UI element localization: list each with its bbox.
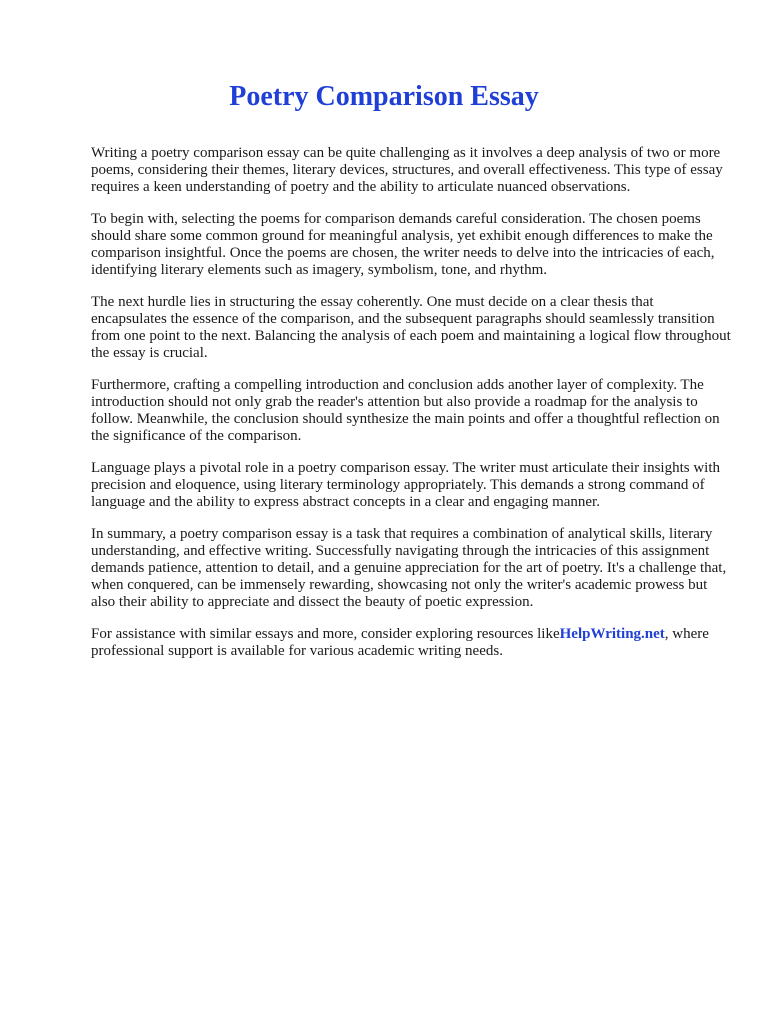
closing-text-before: For assistance with similar essays and more, consider exploring resources like bbox=[91, 626, 560, 642]
helpwriting-link[interactable]: HelpWriting.net bbox=[559, 626, 665, 642]
paragraph-intro-conclusion: Furthermore, crafting a compelling introduction and conclusion adds another layer of complexity. The introduction should not only grab the reader's attention but also provide a roadmap for the analysis to follow. Meanwhile, the conclusion should synthesize the main points and offer a thoughtful reflection on the significance of the comparison. bbox=[91, 377, 720, 444]
page-title: Poetry Comparison Essay bbox=[229, 81, 539, 112]
paragraph-language: Language plays a pivotal role in a poetry comparison essay. The writer must articulate their insights with precision and eloquence, using literary terminology appropriately. This demands a strong command of language and the ability to express abstract concepts in a clear and engaging manner. bbox=[91, 460, 720, 510]
paragraph-selection: To begin with, selecting the poems for comparison demands careful consideration. The chosen poems should share some common ground for meaningful analysis, yet exhibit enough differences to make the comparison insightful. Once the poems are chosen, the writer needs to delve into the intricacies of each, identifying literary elements such as imagery, symbolism, tone, and rhythm. bbox=[91, 211, 715, 278]
paragraph-closing bbox=[91, 626, 731, 660]
closing-text-after: , where professional support is available for various academic writing needs. bbox=[91, 626, 709, 659]
paragraph-intro: Writing a poetry comparison essay can be quite challenging as it involves a deep analysis of two or more poems, considering their themes, literary devices, structures, and overall effectiveness. This type of essay requires a keen understanding of poetry and the ability to articulate nuanced observations. bbox=[91, 145, 723, 195]
essay-body bbox=[91, 145, 731, 675]
paragraph-structure: The next hurdle lies in structuring the essay coherently. One must decide on a clear thesis that encapsulates the essence of the comparison, and the subsequent paragraphs should seamlessly transition from one point to the next. Balancing the analysis of each poem and maintaining a logical flow throughout the essay is crucial. bbox=[91, 294, 731, 361]
paragraph-summary: In summary, a poetry comparison essay is a task that requires a combination of analytical skills, literary understanding, and effective writing. Successfully navigating through the intricacies of this assignment demands patience, attention to detail, and a genuine appreciation for the art of poetry. It's a challenge that, when conquered, can be immensely rewarding, showcasing not only the writer's academic prowess but also their ability to appreciate and dissect the beauty of poetic expression. bbox=[91, 526, 727, 610]
